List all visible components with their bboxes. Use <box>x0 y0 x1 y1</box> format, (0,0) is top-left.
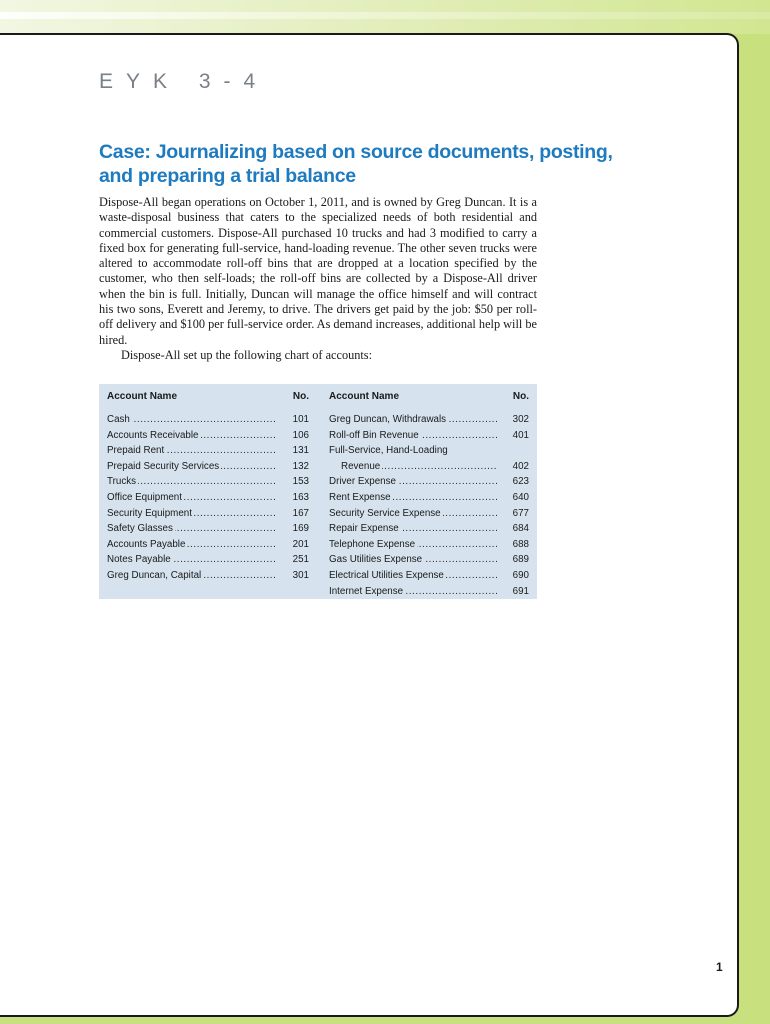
account-number: 401 <box>512 429 529 441</box>
account-name: Accounts Receivable <box>107 429 199 441</box>
account-number: 690 <box>512 569 529 581</box>
top-decorative-band <box>0 0 770 34</box>
account-name: Telephone Expense <box>329 538 416 550</box>
account-name-continued: Revenue <box>341 460 381 472</box>
case-body <box>99 195 537 363</box>
account-name: Roll-off Bin Revenue <box>329 429 419 441</box>
account-row <box>107 474 309 490</box>
account-row <box>329 443 529 474</box>
account-row <box>107 412 309 428</box>
header-account-name: Account Name <box>107 391 178 402</box>
account-row <box>107 428 309 444</box>
account-name: Prepaid Security Services <box>107 460 220 472</box>
account-number: 640 <box>512 491 529 503</box>
paragraph: Dispose-All began operations on October 1, 2011, and is owned by Greg Duncan. It is a waste-disposal business that caters to the specialized needs of both residential and commercial customers. Dispose-All purchased 10 trucks and had 3 modified to carry a fixed box for generating full-service, hand-loading revenue. The other seven trucks were altered to accommodate roll-off bins that are dropped at a location specified by the customer, who then self-loads; the roll-off bins are collected by a Dispose-All driver when the bin is full. Initially, Duncan will manage the office himself and will contract his two sons, Everett and Jeremy, to drive. The drivers get paid by the job: $50 per roll-off delivery and $100 per full-service order. As demand increases, additional help will be hired. <box>99 195 537 347</box>
account-number: 169 <box>292 523 309 535</box>
account-name: Security Equipment <box>107 507 192 519</box>
account-row <box>329 552 529 568</box>
account-name: Prepaid Rent <box>107 445 165 457</box>
account-number: 153 <box>292 476 309 488</box>
paragraph: Dispose-All set up the following chart of accounts: <box>121 347 373 362</box>
account-name: Repair Expense <box>329 523 399 535</box>
account-number: 689 <box>512 554 529 566</box>
account-row <box>329 521 529 537</box>
account-name: Driver Expense <box>329 476 396 488</box>
account-row <box>107 552 309 568</box>
account-name: Trucks <box>107 476 137 488</box>
account-number: 677 <box>512 507 529 519</box>
account-row <box>107 490 309 506</box>
account-row <box>107 443 309 459</box>
account-name: Office Equipment <box>107 491 182 503</box>
account-number: 101 <box>292 414 309 425</box>
account-row <box>107 459 309 475</box>
account-name: Rent Expense <box>329 491 391 503</box>
account-name: Accounts Payable <box>107 538 186 550</box>
account-row <box>107 537 309 553</box>
account-name: Cash <box>107 414 130 425</box>
account-number: 167 <box>292 507 309 519</box>
account-row <box>329 412 529 428</box>
header-account-name: Account Name <box>329 391 400 402</box>
account-row <box>329 506 529 522</box>
account-row <box>329 537 529 553</box>
account-name: Notes Payable <box>107 554 171 566</box>
column-header <box>107 384 309 412</box>
chart-of-accounts-table <box>99 384 537 599</box>
account-number: 132 <box>292 460 309 472</box>
account-row <box>107 506 309 522</box>
header-account-no: No. <box>512 391 529 402</box>
account-row <box>107 568 309 584</box>
accounts-column-left <box>107 384 309 584</box>
account-number: 688 <box>512 538 529 550</box>
account-name: Internet Expense <box>329 585 404 597</box>
header-account-no: No. <box>292 391 309 402</box>
account-number: 402 <box>512 460 529 472</box>
account-number: 131 <box>292 445 309 457</box>
account-number: 106 <box>292 429 309 441</box>
account-name: Greg Duncan, Withdrawals <box>329 414 447 425</box>
account-name: Greg Duncan, Capital <box>107 569 202 581</box>
account-name: Safety Glasses <box>107 523 173 535</box>
account-name: Electrical Utilities Expense <box>329 569 444 581</box>
account-row <box>329 428 529 444</box>
account-number: 302 <box>512 414 529 425</box>
account-number: 684 <box>512 523 529 535</box>
account-name: Gas Utilities Expense <box>329 554 423 566</box>
account-row <box>107 521 309 537</box>
account-number: 201 <box>292 538 309 550</box>
accounts-column-right <box>329 384 529 599</box>
account-row <box>329 584 529 600</box>
account-number: 301 <box>292 569 309 581</box>
account-number: 251 <box>292 554 309 566</box>
account-row <box>329 474 529 490</box>
account-number: 691 <box>512 585 529 597</box>
account-name: Security Service Expense <box>329 507 441 519</box>
account-row <box>329 568 529 584</box>
account-number: 623 <box>512 476 529 488</box>
account-number: 163 <box>292 491 309 503</box>
account-name: Full-Service, Hand-Loading <box>329 445 448 457</box>
top-stripe <box>0 12 770 19</box>
case-title: Case: Journalizing based on source documents, posting, and preparing a trial balance <box>99 141 613 187</box>
column-header <box>329 384 529 412</box>
page-number: 1 <box>716 960 723 974</box>
account-row <box>329 490 529 506</box>
section-code: EYK 3-4 <box>99 70 269 93</box>
